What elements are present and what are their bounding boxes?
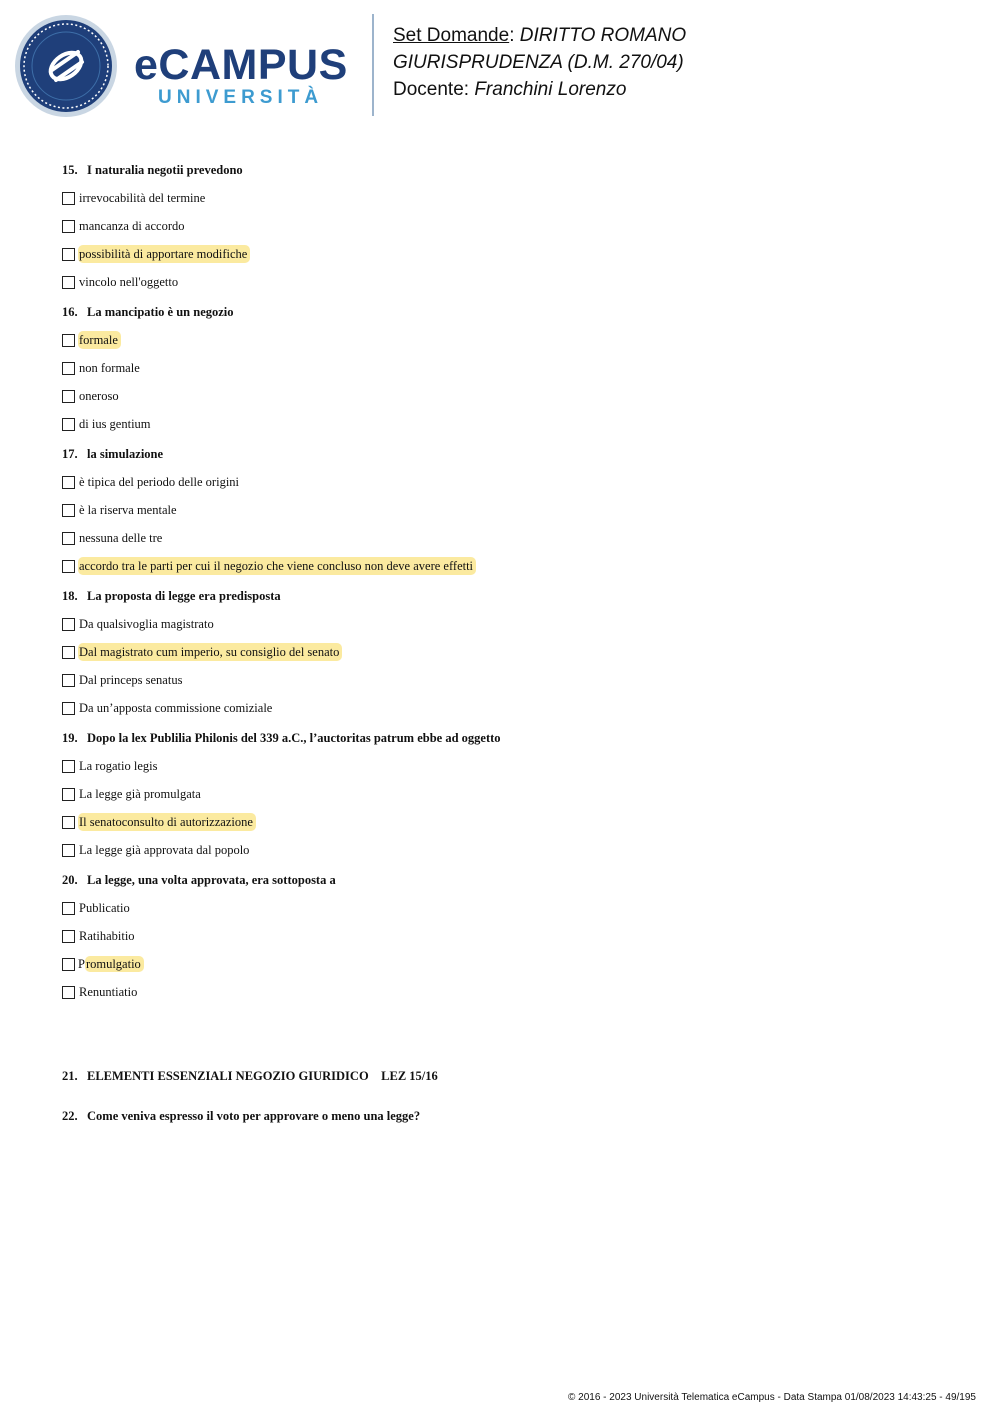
question-number: 16.	[62, 305, 78, 319]
question-block	[62, 588, 962, 717]
answer-checkbox[interactable]	[62, 248, 75, 261]
answer-option[interactable]	[62, 615, 962, 633]
docente-label: Docente:	[393, 79, 470, 100]
answer-text: Renuntiatio	[79, 985, 138, 999]
answer-option[interactable]	[62, 245, 962, 263]
answer-option[interactable]	[62, 189, 962, 207]
answer-text: Dal princeps senatus	[79, 673, 183, 687]
answer-text: La legge già promulgata	[79, 787, 201, 801]
set-domande-label: Set Domande	[393, 25, 510, 46]
answer-text-highlighted: romulgatio	[85, 956, 144, 972]
question-text: La proposta di legge era predisposta	[87, 589, 281, 603]
answer-checkbox[interactable]	[62, 276, 75, 289]
document-header	[0, 0, 1000, 125]
answer-checkbox[interactable]	[62, 986, 75, 999]
answer-text: vincolo nell'oggetto	[79, 275, 179, 289]
answer-option[interactable]	[62, 983, 962, 1001]
answer-text	[78, 957, 144, 972]
question-title	[62, 872, 962, 889]
question-title	[62, 446, 962, 463]
answer-option[interactable]	[62, 359, 962, 377]
set-domande-separator: :	[509, 25, 515, 46]
question-block	[62, 872, 962, 1001]
answer-checkbox[interactable]	[62, 504, 75, 517]
answer-checkbox[interactable]	[62, 646, 75, 659]
question-number: 15.	[62, 163, 78, 177]
question-22	[62, 1109, 420, 1124]
question-number: 19.	[62, 731, 78, 745]
answer-option[interactable]	[62, 757, 962, 775]
answer-option[interactable]	[62, 529, 962, 547]
answer-option[interactable]	[62, 899, 962, 917]
question-number: 17.	[62, 447, 78, 461]
answer-text: irrevocabilità del termine	[79, 191, 206, 205]
answer-checkbox[interactable]	[62, 844, 75, 857]
question-text: La legge, una volta approvata, era sottoposta a	[87, 873, 336, 887]
question-number: 22.	[62, 1109, 78, 1123]
header-divider	[372, 14, 374, 116]
answer-checkbox[interactable]	[62, 220, 75, 233]
program-title: GIURISPRUDENZA (D.M. 270/04)	[393, 52, 684, 73]
ecampus-logo-text: eCAMPUS	[134, 41, 348, 89]
answer-checkbox[interactable]	[62, 618, 75, 631]
answer-text: nessuna delle tre	[79, 531, 163, 545]
answer-checkbox[interactable]	[62, 958, 75, 971]
answer-checkbox[interactable]	[62, 816, 75, 829]
course-title: DIRITTO ROMANO	[519, 25, 687, 46]
answer-checkbox[interactable]	[62, 334, 75, 347]
answer-text: Da qualsivoglia magistrato	[79, 617, 214, 631]
question-text: la simulazione	[87, 447, 164, 461]
question-title	[62, 730, 962, 747]
question-number: 20.	[62, 873, 78, 887]
answer-option[interactable]	[62, 955, 962, 973]
answer-text: Ratihabitio	[79, 929, 135, 943]
set-domande-line	[393, 22, 686, 49]
answer-checkbox[interactable]	[62, 418, 75, 431]
answer-text: di ius gentium	[79, 417, 151, 431]
answer-checkbox[interactable]	[62, 362, 75, 375]
question-21	[62, 1069, 438, 1084]
answer-checkbox[interactable]	[62, 532, 75, 545]
answer-option[interactable]	[62, 699, 962, 717]
answer-checkbox[interactable]	[62, 930, 75, 943]
question-text: ELEMENTI ESSENZIALI NEGOZIO GIURIDICO LEZ 15/16	[87, 1069, 438, 1083]
answer-text-highlighted: Il senatoconsulto di autorizzazione	[78, 813, 256, 831]
answer-text-highlighted: possibilità di apportare modifiche	[78, 245, 250, 263]
question-number: 18.	[62, 589, 78, 603]
answer-option[interactable]	[62, 813, 962, 831]
question-number: 21.	[62, 1069, 78, 1083]
answer-option[interactable]	[62, 557, 962, 575]
question-block	[62, 446, 962, 575]
answer-option[interactable]	[62, 217, 962, 235]
answer-option[interactable]	[62, 927, 962, 945]
program-line	[393, 49, 686, 76]
answer-option[interactable]	[62, 473, 962, 491]
answer-checkbox[interactable]	[62, 902, 75, 915]
answer-text-prefix: P	[78, 956, 85, 971]
question-text: Dopo la lex Publilia Philonis del 339 a.C., l’auctoritas patrum ebbe ad oggetto	[87, 731, 501, 745]
answer-option[interactable]	[62, 387, 962, 405]
answer-text: La rogatio legis	[79, 759, 158, 773]
question-title	[62, 588, 962, 605]
question-title	[62, 162, 962, 179]
header-info	[393, 22, 686, 103]
answer-text: mancanza di accordo	[79, 219, 185, 233]
answer-checkbox[interactable]	[62, 674, 75, 687]
answer-text-highlighted: formale	[78, 331, 121, 349]
answer-checkbox[interactable]	[62, 702, 75, 715]
answer-option[interactable]	[62, 643, 962, 661]
question-text: I naturalia negotii prevedono	[87, 163, 243, 177]
answer-checkbox[interactable]	[62, 476, 75, 489]
answer-text: non formale	[79, 361, 140, 375]
question-text: Come veniva espresso il voto per approvare o meno una legge?	[87, 1109, 421, 1123]
question-block	[62, 730, 962, 859]
answer-text-highlighted: accordo tra le parti per cui il negozio che viene concluso non deve avere effetti	[78, 557, 476, 575]
answer-option[interactable]	[62, 331, 962, 349]
answer-option[interactable]	[62, 273, 962, 291]
question-title	[62, 304, 962, 321]
question-text: La mancipatio è un negozio	[87, 305, 234, 319]
question-block	[62, 304, 962, 433]
answer-text: è la riserva mentale	[79, 503, 177, 517]
answer-checkbox[interactable]	[62, 760, 75, 773]
page-footer: © 2016 - 2023 Università Telematica eCampus - Data Stampa 01/08/2023 14:43:25 - 49/195	[568, 1392, 976, 1403]
answer-checkbox[interactable]	[62, 560, 75, 573]
ecampus-seal-icon	[14, 14, 118, 118]
answer-text-highlighted: Dal magistrato cum imperio, su consiglio del senato	[78, 643, 342, 661]
answer-text: oneroso	[79, 389, 119, 403]
answer-option[interactable]	[62, 785, 962, 803]
docente-name: Franchini Lorenzo	[474, 79, 627, 100]
docente-line	[393, 76, 686, 103]
ecampus-logo-subtitle: UNIVERSITÀ	[158, 87, 324, 108]
answer-checkbox[interactable]	[62, 192, 75, 205]
answer-checkbox[interactable]	[62, 390, 75, 403]
question-block	[62, 162, 962, 291]
answer-option[interactable]	[62, 841, 962, 859]
answer-option[interactable]	[62, 501, 962, 519]
answer-text: Publicatio	[79, 901, 130, 915]
answer-checkbox[interactable]	[62, 788, 75, 801]
answer-text: Da un’apposta commissione comiziale	[79, 701, 273, 715]
answer-option[interactable]	[62, 415, 962, 433]
answer-option[interactable]	[62, 671, 962, 689]
answer-text: La legge già approvata dal popolo	[79, 843, 250, 857]
question-list	[62, 162, 962, 1014]
answer-text: è tipica del periodo delle origini	[79, 475, 240, 489]
